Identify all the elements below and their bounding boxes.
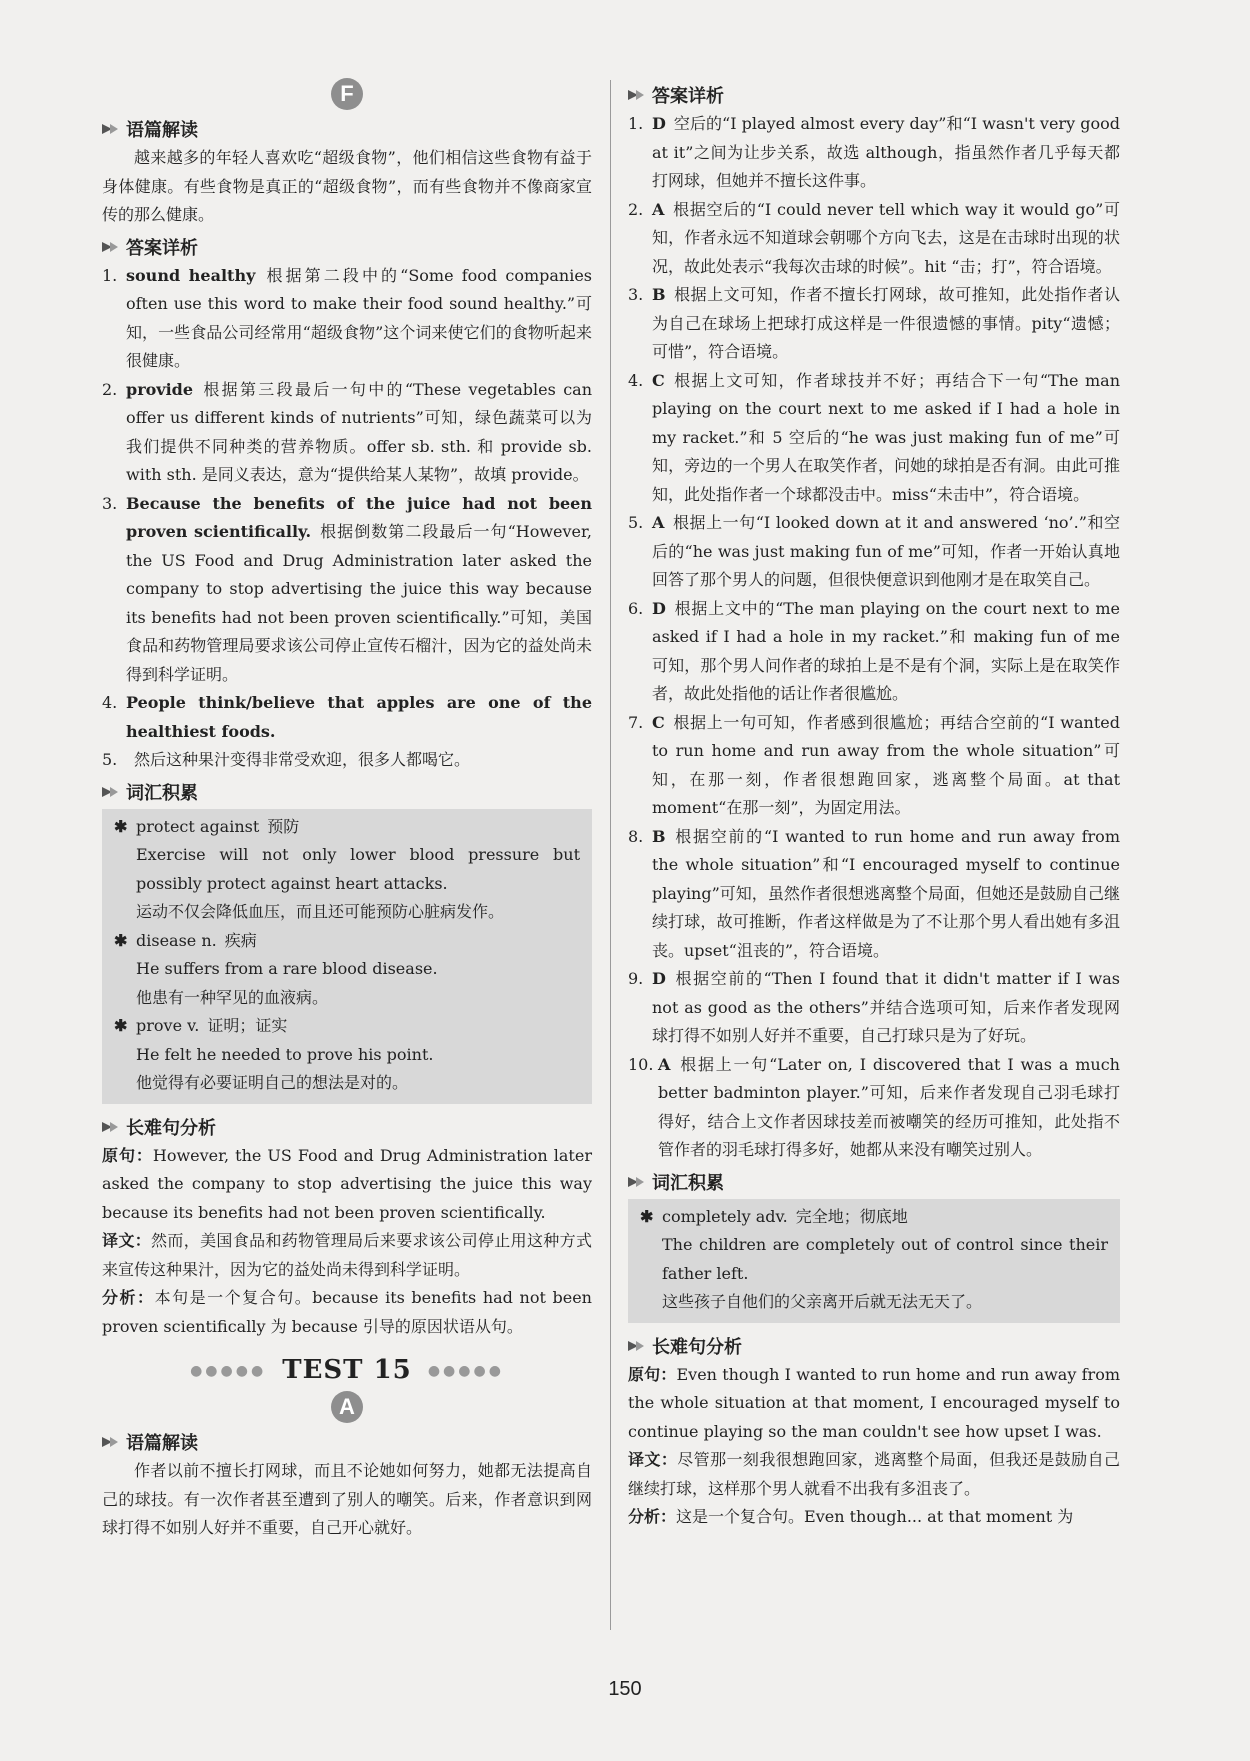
answer-explanation: 根据上一句“I looked down at it and answered ‘no’.”和空后的“he was just making fun of me”可知，作者一开始认真地回答了那个男人的问题，但很快便意识到他刚才是在取笑自己。	[652, 513, 1120, 589]
example-en: He suffers from a rare blood disease.	[136, 959, 438, 978]
answer-item	[102, 689, 592, 746]
example-zh: 运动不仅会降低血压，而且还可能预防心脏病发作。	[136, 902, 505, 921]
answer-item	[628, 281, 1120, 367]
answer-item	[628, 110, 1120, 196]
answer-number: 3.	[102, 493, 118, 513]
example-zh: 他患有一种罕见的血液病。	[136, 987, 329, 1007]
answer-key: sound healthy	[126, 265, 256, 285]
asterisk-icon: ✱	[114, 930, 128, 950]
answer-number: 1.	[628, 114, 644, 133]
answer-number: 7.	[628, 712, 644, 732]
answer-explanation: 根据上一句“Later on, I discovered that I was a much better badminton player.”可知，后来作者发现自己羽毛球打得好，结合上文作者因球技差而被嘲笑的经历可推知，此处指不管作者的羽毛球打得多好，她都从来没有嘲笑过别人。	[658, 1054, 1120, 1159]
arrow-flag-icon	[628, 1340, 646, 1352]
answer-item	[102, 746, 592, 775]
vocab-box	[102, 809, 592, 1104]
answer-item	[628, 196, 1120, 282]
analysis: 分析：这是一个复合句。Even though... at that moment 为	[628, 1507, 1074, 1526]
vocab-entry	[640, 1203, 1108, 1232]
example-en: He felt he needed to prove his point.	[136, 1044, 434, 1064]
asterisk-icon: ✱	[114, 1016, 128, 1035]
asterisk-icon: ✱	[640, 1206, 654, 1226]
answer-item	[102, 376, 592, 490]
original-sentence: 原句：Even though I wanted to run home and run away from the whole situation at that moment, I encouraged myself to continue playing so the man couldn't see how upset I was.	[628, 1364, 1120, 1441]
example-zh: 他觉得有必要证明自己的想法是对的。	[136, 1073, 409, 1092]
answer-number: 9.	[628, 969, 644, 988]
answer-number: 8.	[628, 826, 644, 846]
answer-number: 4.	[102, 693, 118, 712]
vocab-meaning: 预防	[267, 816, 300, 836]
section-heading: 语篇解读	[102, 116, 592, 142]
answer-explanation: 然后这种果汁变得非常受欢迎，很多人都喝它。	[134, 750, 471, 769]
passage-summary: 越来越多的年轻人喜欢吃“超级食物”，他们相信这些食物有益于身体健康。有些食物是真正的“超级食物”，而有些食物并不像商家宣传的那么健康。	[102, 148, 592, 224]
answer-number: 4.	[628, 370, 644, 390]
answer-key: B	[652, 285, 666, 304]
answer-item	[628, 823, 1120, 966]
answer-key: A	[652, 513, 665, 532]
analysis: 分析：本句是一个复合句。because its benefits had not been proven scientifically 为 because 引导的原因状语从句。	[102, 1288, 592, 1336]
arrow-flag-icon	[102, 1121, 120, 1133]
answer-item	[628, 367, 1120, 510]
answer-number: 5.	[102, 750, 118, 769]
answer-number: 6.	[628, 598, 644, 618]
answer-number: 3.	[628, 285, 644, 304]
left-column	[102, 78, 592, 1543]
page-number: 150	[608, 1678, 642, 1700]
section-heading: 长难句分析	[102, 1114, 592, 1140]
example-en: Exercise will not only lower blood pressure but possibly protect against heart attacks.	[136, 845, 580, 893]
answer-explanation: 空后的“I played almost every day”和“I wasn't very good at it”之间为让步关系，故选 although，指虽然作者几乎每天都打网球，但她并不擅长这件事。	[652, 114, 1120, 190]
answer-explanation: 根据第三段最后一句中的“These vegetables can offer us different kinds of nutrients”可知，绿色蔬菜可以为我们提供不同种类的营养物质。offer sb. sth. 和 provide sb. with sth. 是同义表达，意为“提供给某人某物”，故填 provide。	[126, 379, 592, 484]
test-title: ●●●●● TEST 15 ●●●●●	[190, 1355, 504, 1385]
answer-key: People think/believe that apples are one of the healthiest foods.	[126, 693, 592, 741]
answer-number: 2.	[628, 199, 644, 219]
answer-explanation: 根据空前的“Then I found that it didn't matter if I was not as good as the others”并结合选项可知，后来作者发现网球打得不如别人好并不重要，自己打球只是为了好玩。	[652, 969, 1120, 1045]
vocab-entry	[114, 927, 580, 956]
answer-key: A	[652, 199, 665, 219]
arrow-flag-icon	[102, 123, 120, 135]
answer-item	[628, 1051, 1120, 1165]
answer-item	[628, 965, 1120, 1051]
answer-number: 10.	[628, 1054, 654, 1074]
arrow-flag-icon	[102, 786, 120, 798]
arrow-flag-icon	[628, 1176, 646, 1188]
answer-explanation: 根据上文中的“The man playing on the court next to me asked if I had a hole in my racket.”和 making fun of me 可知，那个男人问作者的球拍上是不是有个洞，实际上是在取笑作者，故此处指他的话让作者很尴尬。	[652, 598, 1120, 703]
vocab-word: protect against	[136, 816, 260, 836]
example-en: The children are completely out of control since their father left.	[662, 1235, 1108, 1283]
arrow-flag-icon	[102, 1436, 120, 1448]
vocab-word: completely adv.	[662, 1206, 788, 1226]
answer-item	[628, 709, 1120, 823]
section-heading: 语篇解读	[102, 1429, 592, 1455]
vocab-meaning: 疾病	[224, 930, 257, 950]
vocab-word: prove v.	[136, 1016, 200, 1035]
right-column	[628, 78, 1120, 1532]
translation: 译文：然而，美国食品和药物管理局后来要求该公司停止用这种方式来宣传这种果汁，因为它的益处尚未得到科学证明。	[102, 1231, 592, 1279]
asterisk-icon: ✱	[114, 816, 128, 836]
answer-explanation: 根据倒数第二段最后一句“However, the US Food and Drug Administration later asked the company to stop advertising the juice this way because its benefits had not been proven scientifically.”可知，美国食品和药物管理局要求该公司停止宣传石榴汁，因为它的益处尚未得到科学证明。	[126, 522, 592, 684]
answer-explanation: 根据上文可知，作者不擅长打网球，故可推知，此处指作者认为自己在球场上把球打成这样是一件很遗憾的事情。pity“遗憾；可惜”，符合语境。	[652, 285, 1120, 361]
example-zh: 这些孩子自他们的父亲离开后就无法无天了。	[662, 1292, 983, 1311]
answer-item	[628, 509, 1120, 595]
answer-list	[628, 110, 1120, 1165]
original-sentence: 原句：However, the US Food and Drug Administration later asked the company to stop advertising the juice this way because its benefits had not been proven scientifically.	[102, 1145, 592, 1222]
answer-key: B	[652, 826, 666, 846]
answer-key: D	[652, 969, 666, 988]
passage-badge-a: A	[331, 1391, 363, 1423]
answer-key: provide	[126, 379, 194, 399]
answer-explanation: 根据第二段中的“Some food companies often use this word to make their food sound healthy.”可知，一些食品公司经常用“超级食物”这个词来使它们的食物听起来很健康。	[126, 265, 593, 370]
section-heading: 词汇积累	[102, 779, 592, 805]
answer-explanation: 根据空前的“I wanted to run home and run away from the whole situation”和“I encouraged myself to continue playing”可知，虽然作者很想逃离整个局面，但她还是鼓励自己继续打球，故可推断，作者这样做是为了不让那个男人看出她有多沮丧。upset“沮丧的”，符合语境。	[652, 826, 1120, 960]
answer-explanation: 根据上一句可知，作者感到很尴尬；再结合空前的“I wanted to run home and run away from the whole situation”可知，在那一刻，作者很想跑回家，逃离整个局面。at that moment“在那一刻”，为固定用法。	[652, 712, 1120, 817]
answer-item	[102, 262, 592, 376]
column-divider	[610, 80, 611, 1630]
answer-item	[628, 595, 1120, 709]
vocab-meaning: 证明；证实	[207, 1016, 288, 1035]
answer-key: A	[658, 1054, 671, 1074]
answer-number: 5.	[628, 513, 644, 532]
vocab-meaning: 完全地；彻底地	[795, 1206, 908, 1226]
answer-explanation: 根据上文可知，作者球技并不好；再结合下一句“The man playing on the court next to me asked if I had a hole in my racket.”和 5 空后的“he was just making fun of me”可知，旁边的一个男人在取笑作者，问她的球拍是否有洞。由此可推知，此处指作者一个球都没击中。miss“未击中”，符合语境。	[652, 370, 1120, 504]
answer-explanation: 根据空后的“I could never tell which way it would go”可知，作者永远不知道球会朝哪个方向飞去，这是在击球时出现的状况，故此处表示“我每次击球的时候”。hit “击；打”，符合语境。	[652, 199, 1120, 276]
section-heading: 答案详析	[102, 234, 592, 260]
answer-key: Because the benefits of the juice had not been proven scientifically.	[126, 493, 592, 541]
answer-key: D	[652, 598, 666, 618]
vocab-word: disease n.	[136, 930, 217, 950]
answer-key: C	[652, 370, 665, 390]
arrow-flag-icon	[102, 241, 120, 253]
passage-badge-f: F	[331, 78, 363, 110]
answer-item	[102, 490, 592, 690]
answer-number: 1.	[102, 265, 118, 285]
section-heading: 词汇积累	[628, 1169, 1120, 1195]
vocab-entry	[114, 1012, 580, 1041]
section-heading: 答案详析	[628, 82, 1120, 108]
answer-key: D	[652, 114, 666, 133]
vocab-entry	[114, 813, 580, 842]
translation: 译文：尽管那一刻我很想跑回家，逃离整个局面，但我还是鼓励自己继续打球，这样那个男人就看不出我有多沮丧了。	[628, 1450, 1120, 1498]
section-heading: 长难句分析	[628, 1333, 1120, 1359]
answer-key: C	[652, 712, 665, 732]
answer-list	[102, 262, 592, 775]
arrow-flag-icon	[628, 89, 646, 101]
passage-summary: 作者以前不擅长打网球，而且不论她如何努力，她都无法提高自己的球技。有一次作者甚至遭到了别人的嘲笑。后来，作者意识到网球打得不如别人好并不重要，自己开心就好。	[102, 1461, 592, 1537]
vocab-box	[628, 1199, 1120, 1323]
answer-number: 2.	[102, 379, 118, 399]
